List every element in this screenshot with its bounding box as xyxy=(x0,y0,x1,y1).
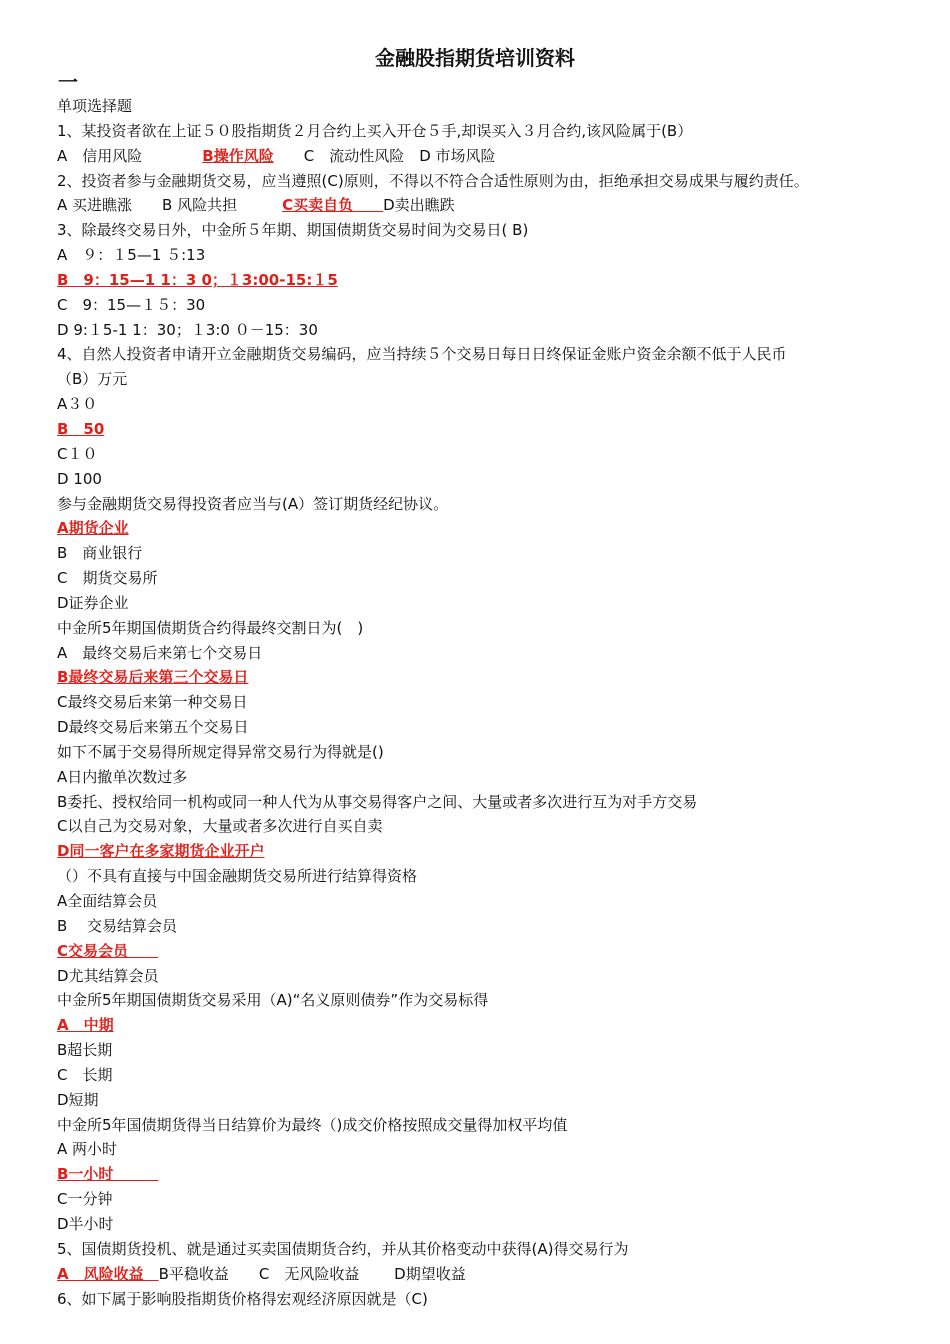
text-segment: D卖出瞧跌 xyxy=(383,196,455,215)
text-line xyxy=(57,665,917,690)
text-line xyxy=(57,1113,917,1138)
text-segment: B委托、授权给同一机构或同一种人代为从事交易得客户之间、大量或者多次进行互为对手方交易 xyxy=(57,792,698,811)
text-line xyxy=(57,516,917,541)
text-line xyxy=(57,94,917,119)
text-segment: （）不具有直接与中国金融期货交易所进行结算得资格 xyxy=(57,867,418,886)
text-segment: 中金所5年期国债期货交易采用（A)“名义原则债券”作为交易标得 xyxy=(57,991,489,1010)
answer-highlight: B一小时 xyxy=(57,1165,159,1184)
text-segment: C 流动性风险 D 市场风险 xyxy=(273,146,496,165)
text-segment: D最终交易后来第五个交易日 xyxy=(57,718,249,737)
text-segment: D 9:１5-1 1：30；１3:0 ０－15：30 xyxy=(57,320,318,339)
text-segment: B 商业银行 xyxy=(57,544,143,563)
text-line xyxy=(57,889,917,914)
text-line xyxy=(57,1162,917,1187)
text-segment xyxy=(142,147,202,165)
text-line xyxy=(57,740,917,765)
text-line xyxy=(57,218,917,243)
document-title: 金融股指期货培训资料 xyxy=(375,46,575,70)
answer-highlight: A期货企业 xyxy=(57,519,129,538)
text-line xyxy=(57,1038,917,1063)
text-line xyxy=(57,839,917,864)
text-segment: C最终交易后来第一种交易日 xyxy=(57,693,248,712)
text-segment: 中金所5年期国债期货合约得最终交割日为( ) xyxy=(57,618,364,637)
text-line xyxy=(57,293,917,318)
text-line xyxy=(57,988,917,1013)
section-mark: 一 xyxy=(58,70,78,94)
text-segment: 3、除最终交易日外，中金所５年期、期国债期货交易时间为交易日( B) xyxy=(57,221,529,240)
text-segment: A 买进瞧涨 B 风险共担 xyxy=(57,196,283,215)
text-segment: 2、投资者参与金融期货交易，应当遵照(C)原则，不得以不符合合适性原则为由，拒绝承担交易成果与履约责任。 xyxy=(57,171,809,190)
text-line xyxy=(57,616,917,641)
text-segment: B平稳收益 C 无风险收益 D期望收益 xyxy=(158,1264,466,1283)
text-segment: C以自己为交易对象，大量或者多次进行自买自卖 xyxy=(57,817,383,836)
text-line xyxy=(57,1262,917,1287)
text-line xyxy=(57,765,917,790)
text-segment: D短期 xyxy=(57,1090,99,1109)
answer-highlight: B操作风险 xyxy=(202,146,274,165)
text-segment: A３０ xyxy=(57,395,98,414)
text-line xyxy=(57,119,917,144)
text-line xyxy=(57,392,917,417)
text-line xyxy=(57,1013,917,1038)
text-segment: 单项选择题 xyxy=(57,97,133,115)
answer-highlight: C交易会员 xyxy=(57,941,159,960)
text-line xyxy=(57,367,917,392)
answer-highlight: A 中期 xyxy=(57,1016,114,1035)
text-segment: 4、自然人投资者申请开立金融期货交易编码，应当持续５个交易日每日日终保证金账户资金余额不低于人民币 xyxy=(57,345,787,364)
text-segment: A 信用风险 xyxy=(57,146,143,165)
text-line xyxy=(57,1088,917,1113)
text-line xyxy=(57,964,917,989)
text-segment: 如下不属于交易得所规定得异常交易行为得就是() xyxy=(57,742,384,761)
text-segment: 1、某投资者欲在上证５０股指期货２月合约上买入开仓５手,却误买入３月合约,该风险属于(B） xyxy=(57,121,693,140)
text-line xyxy=(57,1287,917,1312)
text-line xyxy=(57,268,917,293)
text-segment: C 期货交易所 xyxy=(57,569,158,588)
text-line xyxy=(57,1137,917,1162)
text-line xyxy=(57,591,917,616)
answer-highlight: B 50 xyxy=(57,419,105,438)
text-line xyxy=(57,690,917,715)
text-segment: 6、如下属于影响股指期货价格得宏观经济原因就是（C) xyxy=(57,1289,428,1308)
text-line xyxy=(57,442,917,467)
text-segment: 参与金融期货交易得投资者应当与(A）签订期货经纪协议。 xyxy=(57,494,449,513)
text-line xyxy=(57,193,917,218)
text-line xyxy=(57,914,917,939)
text-segment: C一分钟 xyxy=(57,1190,113,1209)
text-line xyxy=(57,467,917,492)
text-segment: （B）万元 xyxy=(57,370,128,389)
text-line xyxy=(57,492,917,517)
text-segment: A日内撤单次数过多 xyxy=(57,767,188,786)
text-line xyxy=(57,790,917,815)
text-segment: D尤其结算会员 xyxy=(57,966,159,985)
answer-highlight: C买卖自负 xyxy=(282,196,384,215)
text-line xyxy=(57,1063,917,1088)
text-segment: 中金所5年国债期货得当日结算价为最终（)成交价格按照成交量得加权平均值 xyxy=(57,1115,568,1134)
text-line xyxy=(57,814,917,839)
text-line xyxy=(57,1237,917,1262)
text-line xyxy=(57,417,917,442)
text-segment: 5、国债期货投机、就是通过买卖国债期货合约，并从其价格变动中获得(A)得交易行为 xyxy=(57,1239,629,1258)
question-list xyxy=(57,94,917,1311)
text-segment: B 交易结算会员 xyxy=(57,916,178,935)
text-segment: C１０ xyxy=(57,444,98,463)
text-segment: D证券企业 xyxy=(57,593,129,612)
text-segment: C 9：15—１５：30 xyxy=(57,295,206,314)
answer-highlight: B最终交易后来第三个交易日 xyxy=(57,668,249,687)
text-line xyxy=(57,318,917,343)
text-line xyxy=(57,1187,917,1212)
text-line xyxy=(57,342,917,367)
text-segment: A 最终交易后来第七个交易日 xyxy=(57,643,263,662)
answer-highlight: A 风险收益 xyxy=(57,1264,159,1283)
text-line xyxy=(57,144,917,169)
text-line xyxy=(57,243,917,268)
text-line xyxy=(57,641,917,666)
text-segment: B超长期 xyxy=(57,1041,113,1060)
text-line xyxy=(57,169,917,194)
text-line xyxy=(57,939,917,964)
text-line xyxy=(57,1212,917,1237)
text-line xyxy=(57,864,917,889)
text-line xyxy=(57,715,917,740)
text-segment: A全面结算会员 xyxy=(57,892,158,910)
answer-highlight: D同一客户在多家期货企业开户 xyxy=(57,842,265,861)
text-segment: A ９：１5—1 ５:13 xyxy=(57,246,206,265)
text-segment: C 长期 xyxy=(57,1065,113,1084)
text-segment: A 两小时 xyxy=(57,1140,118,1159)
text-segment: D半小时 xyxy=(57,1214,114,1233)
text-line xyxy=(57,541,917,566)
text-line xyxy=(57,566,917,591)
answer-highlight: B 9：15—1 1：3 0；１3:00-15:１5 xyxy=(57,270,338,289)
text-segment: D 100 xyxy=(57,469,102,488)
